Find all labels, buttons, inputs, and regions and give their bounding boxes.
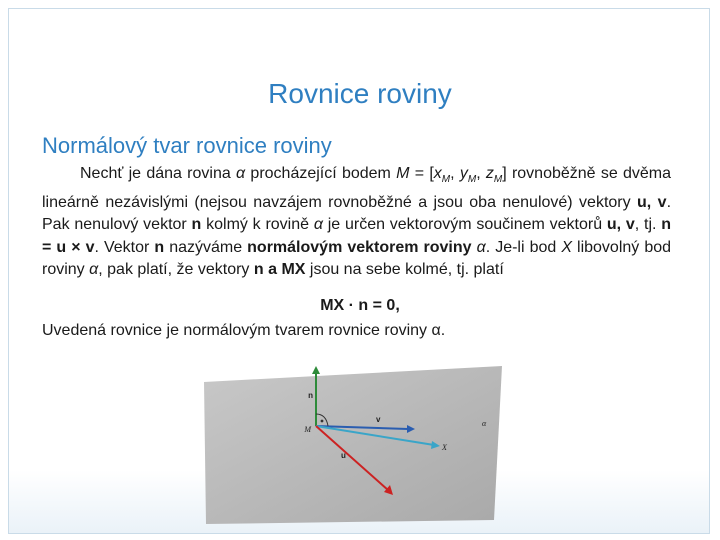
vector-n: n xyxy=(154,238,165,256)
text-run: . Je-li bod xyxy=(485,238,562,256)
text-run: libovolný bod roviny xyxy=(42,238,672,279)
text-run: je určen vektorovým součinem vektorů xyxy=(322,216,607,234)
text-run: . Pak nenulový vektor xyxy=(42,193,672,234)
vectors-uv: u, v xyxy=(606,216,635,234)
alpha-symbol: α xyxy=(313,216,323,234)
text-run: , xyxy=(450,165,460,182)
label-n: n xyxy=(308,391,313,400)
vector-n: n xyxy=(191,216,202,234)
text-run: . Vektor xyxy=(94,238,155,256)
slide-title: Rovnice roviny xyxy=(268,78,452,109)
label-u: u xyxy=(341,451,346,460)
alpha-symbol: α xyxy=(236,165,246,182)
plane-alpha xyxy=(204,366,502,524)
text-run: jsou na sebe kolmé, tj. platí xyxy=(305,261,504,279)
coord-z: z xyxy=(485,165,494,182)
text-run: nazýváme xyxy=(164,238,248,256)
subscript-m: M xyxy=(441,174,451,186)
body-paragraph xyxy=(42,163,671,282)
text-run: procházející bodem xyxy=(245,165,397,182)
cross-product: n = u × v xyxy=(42,216,672,256)
alpha-symbol: α xyxy=(476,238,486,256)
text-run: , pak platí, že vektory xyxy=(98,261,254,279)
alpha-symbol: α xyxy=(89,261,99,279)
coord-y: y xyxy=(459,165,468,182)
defined-term: normálovým vektorem roviny xyxy=(247,238,472,256)
point-m: M xyxy=(396,165,410,182)
normal-vector-arrowhead xyxy=(312,366,320,374)
coord-x: x xyxy=(433,165,442,182)
text-run: , xyxy=(476,165,486,182)
equation: MX · n = 0, xyxy=(320,297,400,314)
label-alpha: α xyxy=(482,419,487,428)
subscript-m: M xyxy=(467,174,477,186)
vectors-n-mx: n a MX xyxy=(253,261,306,279)
right-angle-dot xyxy=(321,420,324,423)
vectors-uv: u, v xyxy=(637,193,667,211)
plane-normal-vector-figure xyxy=(196,352,512,528)
text-run: Nechť je dána rovina xyxy=(80,165,237,182)
text-run: kolmý k rovině xyxy=(201,216,314,234)
point-x: X xyxy=(561,238,572,256)
text-run: ] rovnoběžně se dvěma lineárně nezávislými (nejsou navzájem rovnoběžné a jsou oba nenulové) vektory xyxy=(42,165,672,211)
section-subtitle: Normálový tvar rovnice roviny xyxy=(42,133,332,158)
closing-sentence: Uvedená rovnice je normálovým tvarem rovnice roviny α. xyxy=(42,322,446,339)
label-x: X xyxy=(442,443,447,452)
label-m: M xyxy=(304,425,311,434)
subscript-m: M xyxy=(493,174,503,186)
text-run: , tj. xyxy=(634,216,662,234)
paragraph-indent xyxy=(42,165,80,182)
text-run: = [ xyxy=(409,165,434,182)
label-v: v xyxy=(376,415,381,424)
